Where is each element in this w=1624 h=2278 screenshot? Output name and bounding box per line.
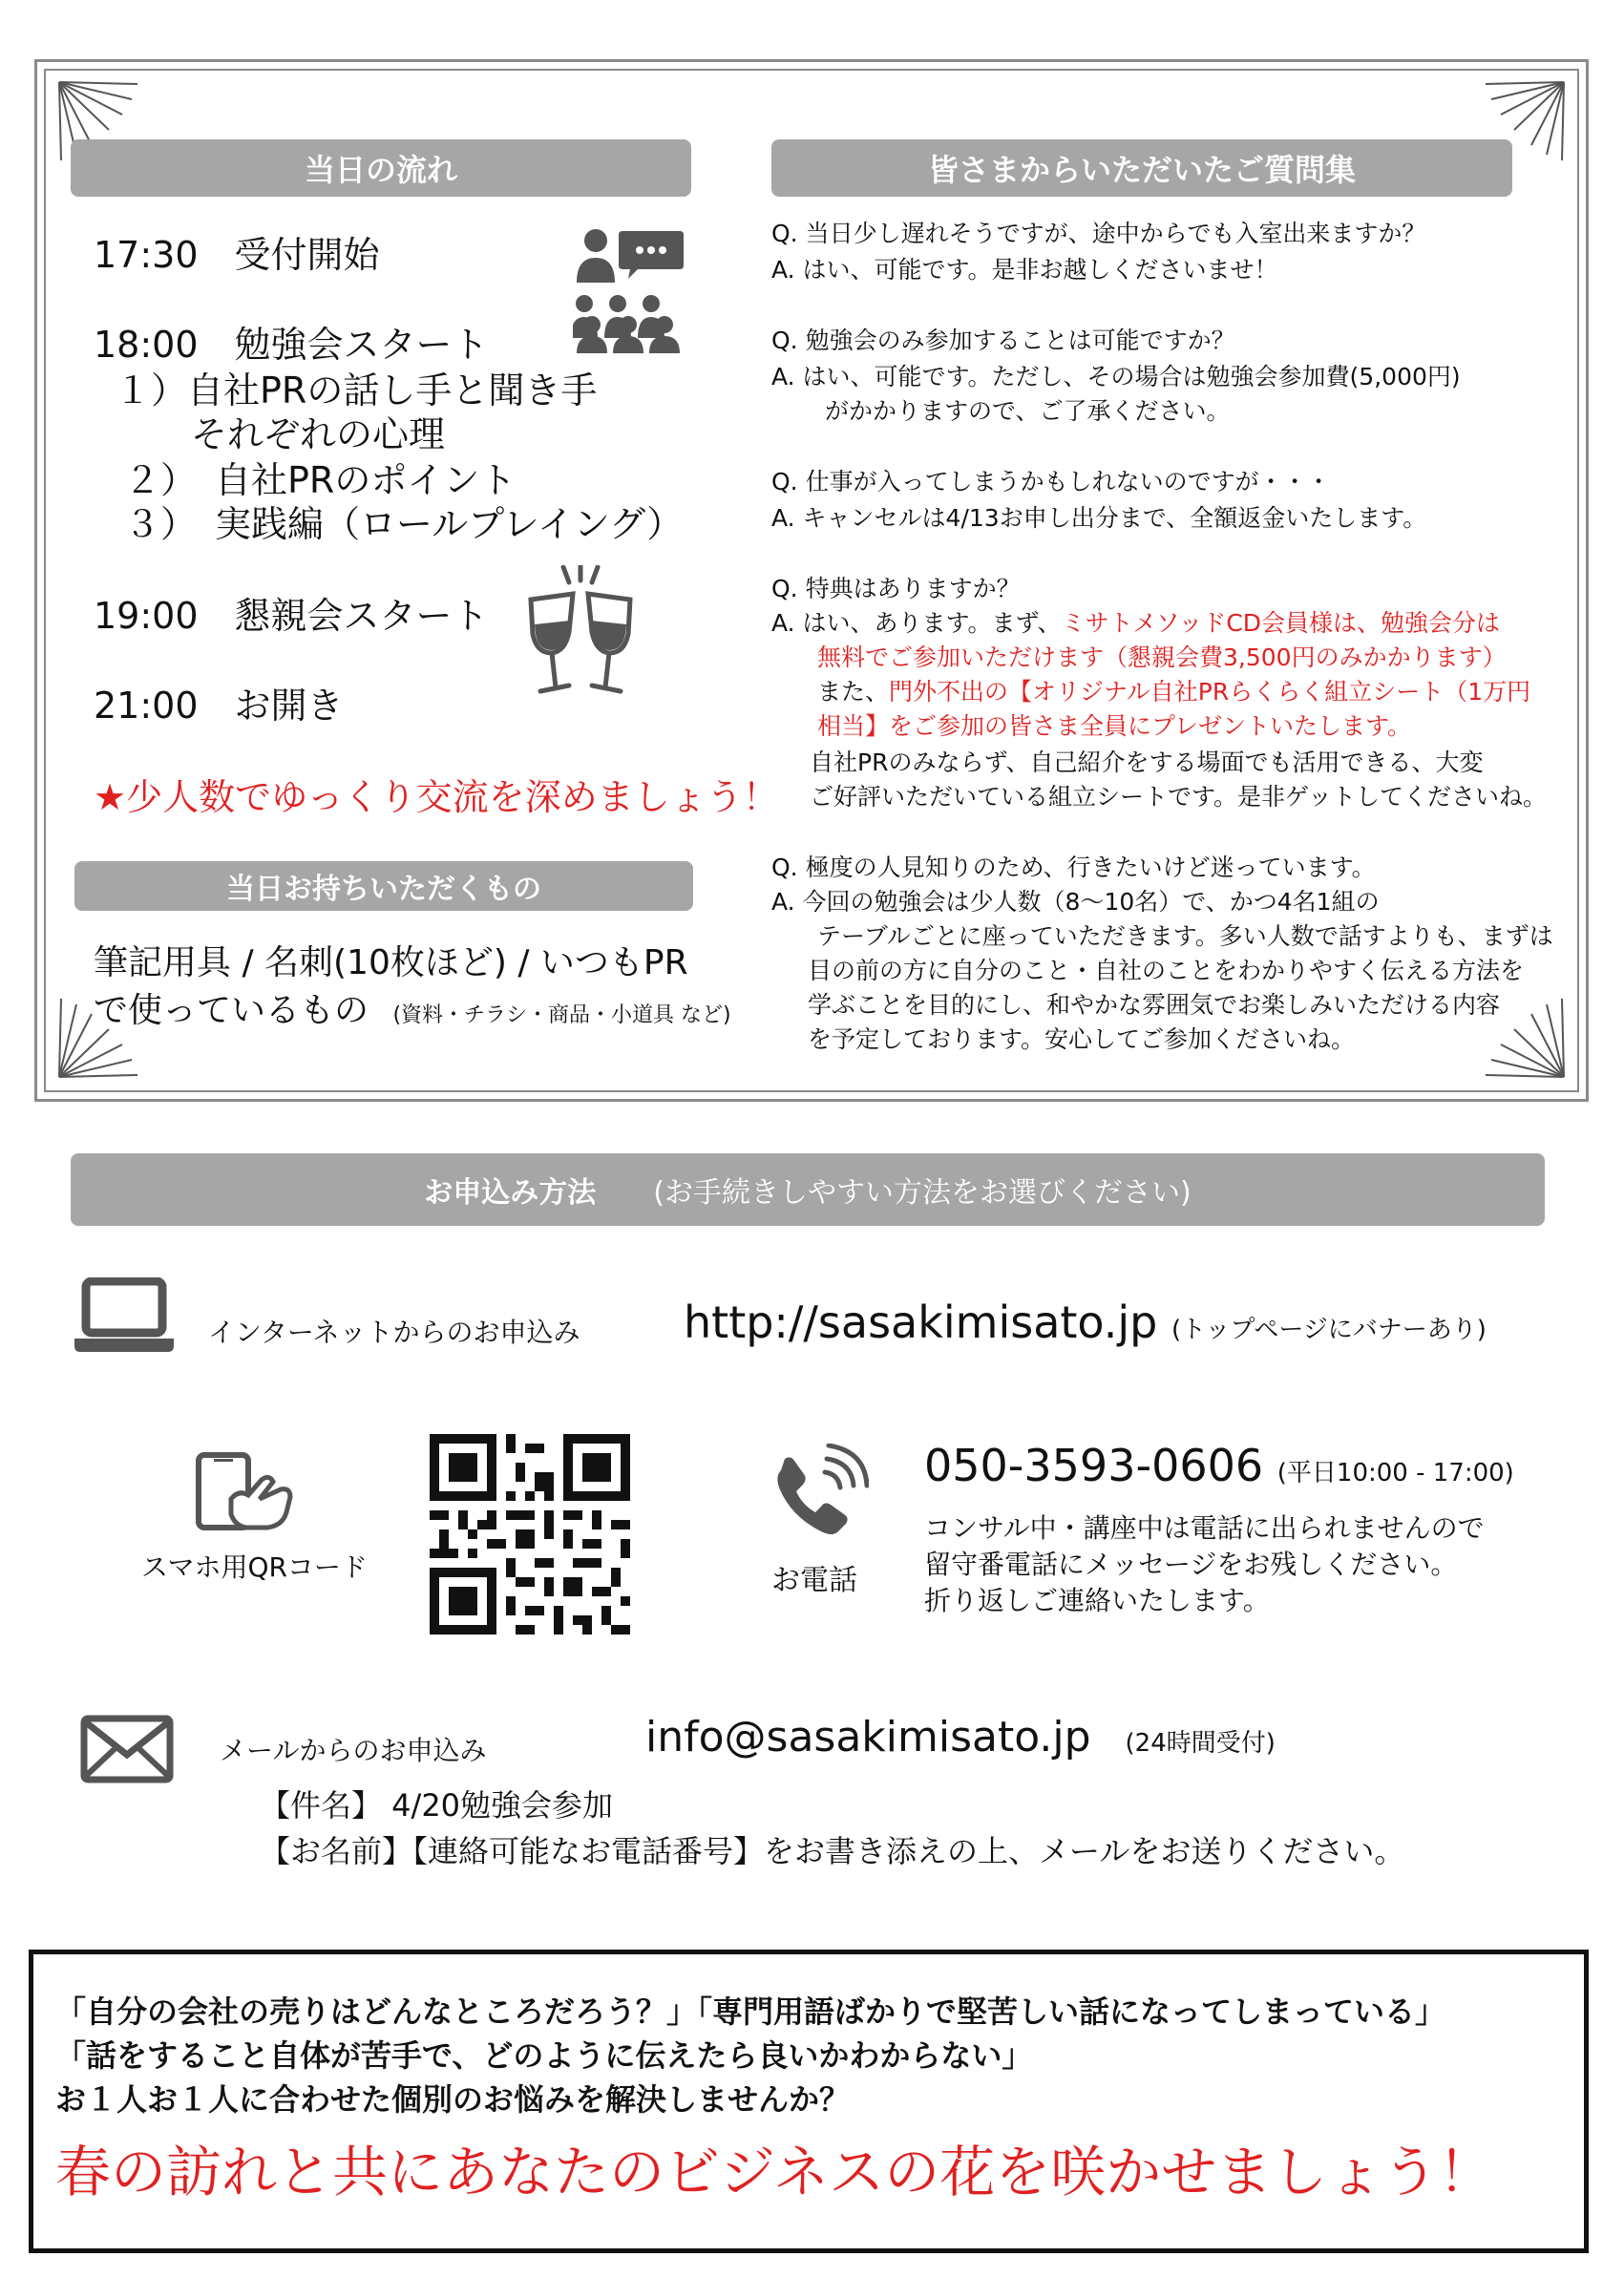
time-1800: 18:00 勉強会スタート xyxy=(94,324,489,366)
bring-line-1: 筆記用具 / 名刺(10枚ほど) / いつもPR xyxy=(94,943,688,982)
phone-note-2: 留守番電話にメッセージをお残しください。 xyxy=(924,1549,1458,1580)
phone-note-1: コンサル中・講座中は電話に出られませんので xyxy=(924,1512,1485,1544)
faq-header: 皆さまからいただいたご質問集 xyxy=(771,139,1512,197)
phone-label: お電話 xyxy=(771,1564,857,1597)
mail-instruction: 【お名前】【連絡可能なお電話番号】をお書き添えの上、メールをお送りください。 xyxy=(260,1833,1405,1869)
phone-notes xyxy=(924,1510,1485,1619)
faq-a3: A. キャンセルは4/13お申し出分まで、全額返金いたします。 xyxy=(771,504,1427,532)
faq-a5-line4: 学ぶことを目的にし、和やかな雰囲気でお楽しみいただける内容 xyxy=(808,991,1501,1019)
bring-line-2 xyxy=(94,989,731,1038)
mail-label: メールからのお申込み xyxy=(220,1735,487,1766)
footer-headline: 春の訪れと共にあなたのビジネスの花を咲かせましょう！ xyxy=(55,2140,1494,2204)
faq-a4-red-3: 門外不出の【オリジナル自社PRらくらく組立シート（1万円 xyxy=(889,678,1531,706)
smartphone-touch-icon xyxy=(193,1451,298,1533)
apply-header-sub: (お手続きしやすい方法をお選びください) xyxy=(653,1176,1192,1210)
faq-q4: Q. 特典はありますか？ xyxy=(771,575,1021,602)
faq-a4-line6: ご好評いただいている組立シートです。是非ゲットしてくださいね。 xyxy=(810,783,1548,811)
schedule-header: 当日の流れ xyxy=(71,139,691,197)
faq-a4-mid: また、 xyxy=(817,678,890,706)
phone-hours: (平日10:00 - 17:00) xyxy=(1276,1459,1514,1487)
faq-a5-line2: テーブルごとに座っていただきます。多い人数で話すよりも、まずは xyxy=(817,922,1553,950)
faq-q3: Q. 仕事が入ってしまうかもしれないのですが・・・ xyxy=(771,468,1331,496)
mail-subject: 【件名】 4/20勉強会参加 xyxy=(260,1787,614,1824)
faq-q1: Q. 当日少し遅れそうですが、途中からでも入室出来ますか？ xyxy=(771,220,1426,247)
faq-a2-line1: A. はい、可能です。ただし、その場合は勉強会参加費(5,000円) xyxy=(771,363,1461,390)
footer-line-1: 「自分の会社の売りはどんなところだろう？」「専門用語ばかりで堅苦しい話になってしまっている」 xyxy=(55,1993,1446,2030)
internet-label: インターネットからのお申込み xyxy=(208,1317,580,1348)
faq-a4-line1 xyxy=(771,605,1500,641)
time-1730: 17:30 受付開始 xyxy=(94,234,380,276)
faq-q5: Q. 極度の人見知りのため、行きたいけど迷っています。 xyxy=(771,854,1376,881)
faq-a4-red-2: 無料でご参加いただけます（懇親会費3,500円のみかかります） xyxy=(817,643,1507,671)
faq-q2: Q. 勉強会のみ参加することは可能ですか？ xyxy=(771,327,1235,354)
time-2100: 21:00 お開き xyxy=(94,685,344,727)
faq-a4-red-4: 相当】をご参加の皆さま全員にプレゼントいたします。 xyxy=(817,712,1412,740)
phone-ringing-icon xyxy=(770,1444,869,1543)
footer-line-3: お１人お１人に合わせた個別のお悩みを解決しませんか？ xyxy=(55,2081,851,2118)
footer-line-2: 「話をすること自体が苦手で、どのように伝えたら良いかわからない」 xyxy=(55,2037,1033,2074)
schedule-note: ★少人数でゆっくり交流を深めましょう！ xyxy=(94,776,779,818)
agenda-item-2: ２） 自社PRのポイント xyxy=(124,459,517,501)
faq-a5-line5: を予定しております。安心してご参加くださいね。 xyxy=(808,1025,1356,1053)
agenda-item-1a: １）自社PRの話し手と聞き手 xyxy=(115,369,598,411)
bring-line-2-main: で使っているもの xyxy=(94,991,369,1030)
bring-line-2-small: (資料・チラシ・商品・小道具 など) xyxy=(392,1003,731,1027)
meeting-icon xyxy=(573,227,685,353)
faq-a1: A. はい、可能です。是非お越しくださいませ！ xyxy=(771,256,1278,284)
agenda-item-3: ３） 実践編（ロールプレイング） xyxy=(124,503,684,545)
faq-a4-prefix: A. はい、あります。まず、 xyxy=(771,609,1062,637)
agenda-item-1b: それぞれの心理 xyxy=(191,413,446,455)
bring-header: 当日お持ちいただくもの xyxy=(74,861,693,911)
url-note: (トップページにバナーあり) xyxy=(1171,1316,1487,1344)
website-url[interactable] xyxy=(684,1297,1487,1348)
qr-code[interactable] xyxy=(430,1434,630,1635)
url-text[interactable]: http://sasakimisato.jp xyxy=(684,1297,1158,1348)
faq-a4-red-1: ミサトメソッドCD会員様は、勉強会分は xyxy=(1061,609,1501,637)
phone-line xyxy=(924,1440,1514,1491)
toast-glasses-icon xyxy=(523,565,638,708)
time-1900: 19:00 懇親会スタート xyxy=(94,595,489,637)
email-address[interactable]: info@sasakimisato.jp xyxy=(645,1713,1091,1761)
email-note: (24時間受付) xyxy=(1125,1729,1276,1758)
faq-a5-line1: A. 今回の勉強会は少人数（8〜10名）で、かつ4名1組の xyxy=(771,888,1380,916)
faq-a5-line3: 目の前の方に自分のこと・自社のことをわかりやすく伝える方法を xyxy=(808,957,1525,984)
envelope-icon xyxy=(80,1715,174,1783)
laptop-icon xyxy=(74,1277,174,1354)
faq-a4-line5: 自社PRのみならず、自己紹介をする場面でも活用できる、大変 xyxy=(810,749,1484,776)
faq-a2-line2: がかかりますので、ご了承ください。 xyxy=(825,397,1231,425)
phone-number[interactable]: 050-3593-0606 xyxy=(924,1440,1264,1491)
qr-label: スマホ用QRコード xyxy=(141,1551,368,1583)
faq-a4-line3 xyxy=(817,674,1530,709)
phone-note-3: 折り返しご連絡いたします。 xyxy=(924,1585,1270,1616)
apply-header-title: お申込み方法 xyxy=(424,1176,597,1210)
apply-header xyxy=(71,1153,1545,1226)
email-line xyxy=(645,1713,1276,1761)
